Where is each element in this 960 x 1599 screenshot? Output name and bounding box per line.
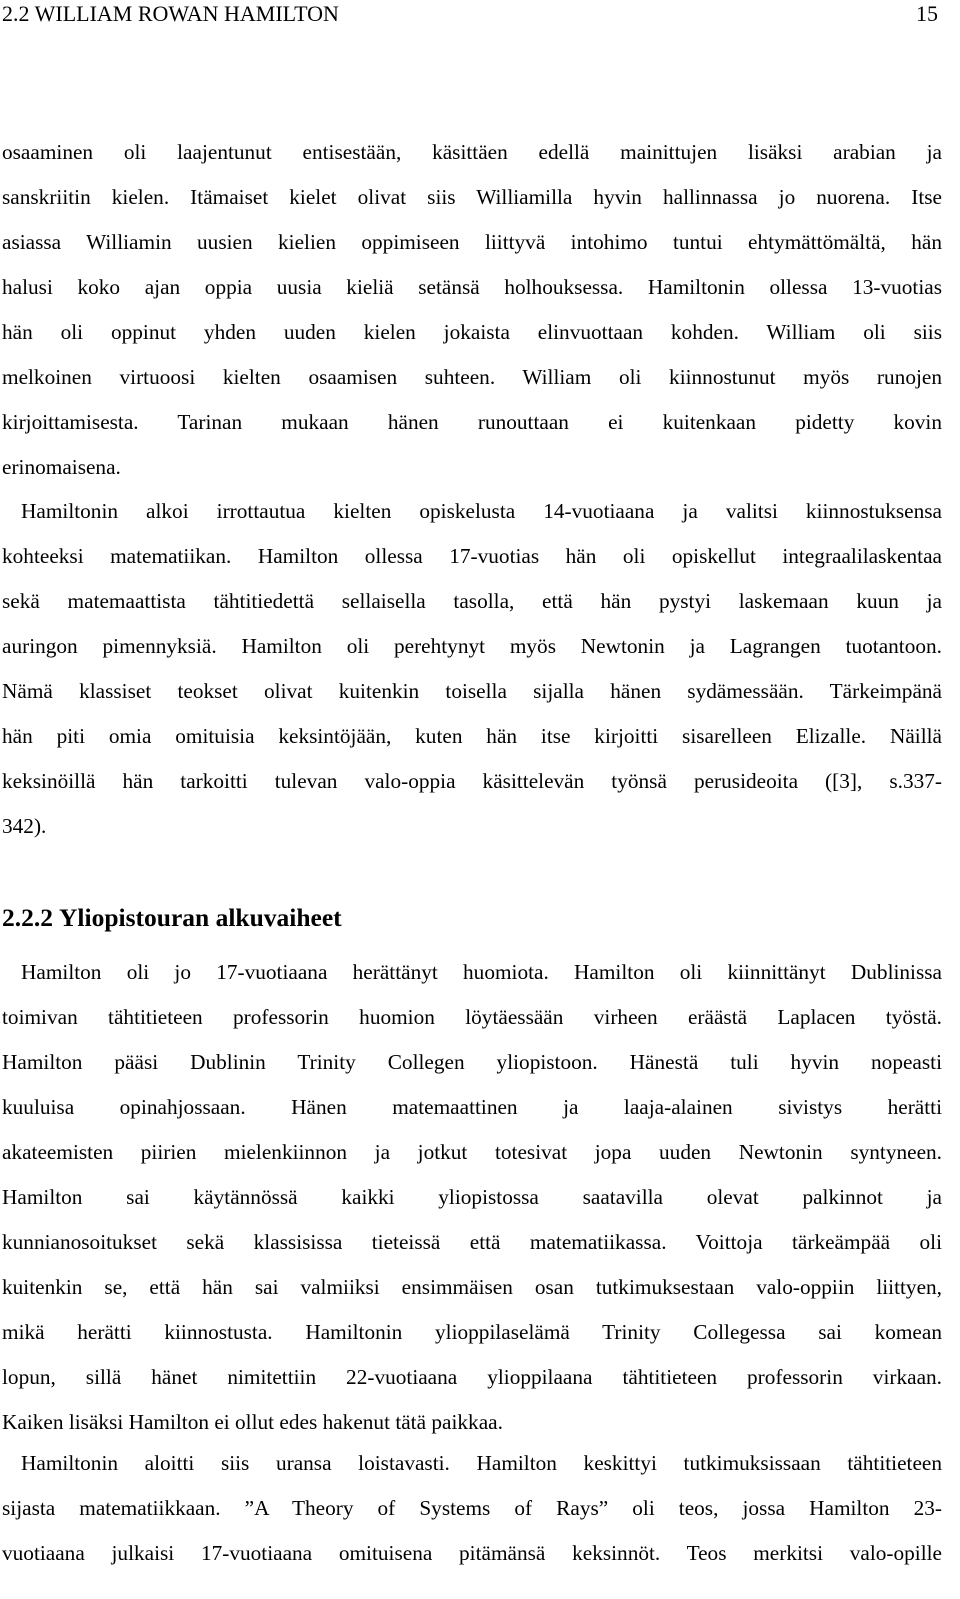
text-line: vuotiaana julkaisi 17-vuotiaana omituisena pitämänsä keksinnöt. Teos merkitsi valo-opille [2, 1541, 942, 1565]
text-line: osaaminen oli laajentunut entisestään, käsittäen edellä mainittujen lisäksi arabian ja [2, 140, 942, 164]
text-line: Hamilton sai käytännössä kaikki yliopistossa saatavilla olevat palkinnot ja [2, 1185, 942, 1209]
header-title: 2.2 WILLIAM ROWAN HAMILTON [2, 1, 339, 26]
text-line: auringon pimennyksiä. Hamilton oli perehtynyt myös Newtonin ja Lagrangen tuotantoon. [2, 634, 942, 658]
running-header [2, 0, 942, 30]
text-line: sekä matemaattista tähtitiedettä sellaisella tasolla, että hän pystyi laskemaan kuun ja [2, 589, 942, 613]
text-line: halusi koko ajan oppia uusia kieliä setänsä holhouksessa. Hamiltonin ollessa 13-vuotias [2, 275, 942, 299]
text-line: hän oli oppinut yhden uuden kielen jokaista elinvuottaan kohden. William oli siis [2, 320, 942, 344]
text-line: sijasta matematiikkaan. ”A Theory of Systems of Rays” oli teos, jossa Hamilton 23- [2, 1496, 942, 1520]
text-line: Hamilton pääsi Dublinin Trinity Collegen yliopistoon. Hänestä tuli hyvin nopeasti [2, 1050, 942, 1074]
text-line: melkoinen virtuoosi kielten osaamisen suhteen. William oli kiinnostunut myös runojen [2, 365, 942, 389]
text-line: akateemisten piirien mielenkiinnon ja jotkut totesivat jopa uuden Newtonin syntyneen. [2, 1140, 942, 1164]
text-line: kohteeksi matematiikan. Hamilton ollessa 17-vuotias hän oli opiskellut integraalilaskentaa [2, 544, 942, 568]
text-line: Hamilton oli jo 17-vuotiaana herättänyt huomiota. Hamilton oli kiinnittänyt Dublinissa [21, 960, 942, 984]
page-number: 15 [916, 1, 938, 26]
text-line: Hamiltonin aloitti siis uransa loistavasti. Hamilton keskittyi tutkimuksissaan tähtitieteen [21, 1451, 942, 1475]
text-line: Nämä klassiset teokset olivat kuitenkin toisella sijalla hänen sydämessään. Tärkeimpänä [2, 679, 942, 703]
text-line: kuitenkin se, että hän sai valmiiksi ensimmäisen osan tutkimuksestaan valo-oppiin liittyen, [2, 1275, 942, 1299]
paragraph-languages [2, 130, 942, 490]
section-title: Yliopistouran alkuvaiheet [59, 903, 342, 932]
text-line: toimivan tähtitieteen professorin huomion löytäessään virheen eräästä Laplacen työstä. [2, 1005, 942, 1029]
paragraph-mathematics [2, 489, 942, 849]
section-heading [2, 898, 342, 938]
paragraph-university [2, 950, 942, 1445]
text-line: Hamiltonin alkoi irrottautua kielten opiskelusta 14-vuotiaana ja valitsi kiinnostuksensa [21, 499, 942, 523]
text-line: lopun, sillä hänet nimitettiin 22-vuotiaana ylioppilaana tähtitieteen professorin virkaan. [2, 1365, 942, 1389]
paragraph-career [2, 1441, 942, 1576]
text-line: keksinöillä hän tarkoitti tulevan valo-oppia käsittelevän työnsä perusideoita ([3], s.337- [2, 769, 942, 793]
text-line: 342). [2, 814, 47, 838]
text-line: kuuluisa opinahjossaan. Hänen matemaattinen ja laaja-alainen sivistys herätti [2, 1095, 942, 1119]
text-line: Kaiken lisäksi Hamilton ei ollut edes hakenut tätä paikkaa. [2, 1410, 503, 1434]
text-line: hän piti omia omituisia keksintöjään, kuten hän itse kirjoitti sisarelleen Elizalle. Näillä [2, 724, 942, 748]
text-line: mikä herätti kiinnostusta. Hamiltonin ylioppilaselämä Trinity Collegessa sai komean [2, 1320, 942, 1344]
text-line: sanskriitin kielen. Itämaiset kielet olivat siis Williamilla hyvin hallinnassa jo nuorena. Itse [2, 185, 942, 209]
text-line: kunnianosoitukset sekä klassisissa tieteissä että matematiikassa. Voittoja tärkeämpää oli [2, 1230, 942, 1254]
text-line: erinomaisena. [2, 455, 121, 479]
text-line: kirjoittamisesta. Tarinan mukaan hänen runouttaan ei kuitenkaan pidetty kovin [2, 410, 942, 434]
text-line: asiassa Williamin uusien kielien oppimiseen liittyvä intohimo tuntui ehtymättömältä, hän [2, 230, 942, 254]
section-number: 2.2.2 [2, 903, 53, 932]
